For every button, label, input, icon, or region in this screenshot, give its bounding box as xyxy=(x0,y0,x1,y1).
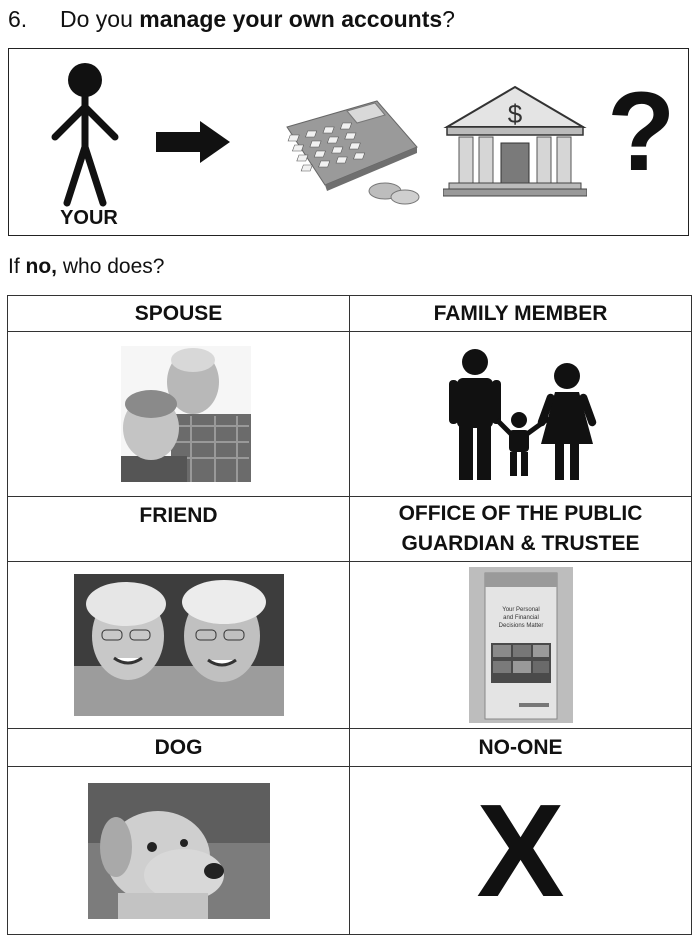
option-label-no-one: NO-ONE xyxy=(350,729,692,767)
person-label: YOUR xyxy=(60,207,118,229)
family-pictogram xyxy=(439,348,603,480)
followup-question xyxy=(8,253,164,281)
followup-emphasis: no, xyxy=(25,255,58,278)
option-label-friend: FRIEND xyxy=(8,497,350,562)
x-mark-icon: X xyxy=(476,776,565,924)
question-mark-icon: ? xyxy=(607,69,676,194)
brochure-title-line1: Your Personal xyxy=(501,607,540,613)
question-suffix: ? xyxy=(442,6,455,32)
option-label-public-guardian-line1: OFFICE OF THE PUBLIC xyxy=(398,502,643,525)
brochure-title-line3: Decisions Matter xyxy=(498,623,543,629)
question-emphasis: manage your own accounts xyxy=(139,6,443,32)
question-heading xyxy=(8,4,455,34)
option-image-no-one xyxy=(350,767,692,935)
followup-if: If xyxy=(8,255,26,278)
person-icon xyxy=(45,61,125,207)
arrow-right-icon xyxy=(154,119,232,165)
option-image-spouse xyxy=(8,332,350,497)
elderly-couple-photo xyxy=(121,346,251,482)
option-image-friend xyxy=(8,562,350,729)
question-number: 6. xyxy=(8,6,28,32)
option-label-public-guardian xyxy=(350,497,692,562)
option-image-family-member xyxy=(350,332,692,497)
option-label-family-member: FAMILY MEMBER xyxy=(350,296,692,332)
labrador-photo xyxy=(88,783,270,919)
option-image-dog xyxy=(8,767,350,935)
option-label-public-guardian-line2: GUARDIAN & TRUSTEE xyxy=(401,532,640,555)
option-label-spouse: SPOUSE xyxy=(8,296,350,332)
option-label-dog: DOG xyxy=(8,729,350,767)
brochure-photo xyxy=(469,567,573,723)
bank-icon xyxy=(443,85,587,197)
accounts-diagram xyxy=(8,48,689,236)
question-prefix: Do you xyxy=(60,6,140,32)
calculator-icon xyxy=(267,89,427,207)
followup-rest: who does? xyxy=(57,255,165,278)
brochure-title-line2: and Financial xyxy=(502,615,539,621)
option-image-public-guardian xyxy=(350,562,692,729)
options-table xyxy=(7,295,692,935)
bank-dollar-sign: $ xyxy=(507,99,523,129)
two-elderly-women-photo xyxy=(74,574,284,716)
